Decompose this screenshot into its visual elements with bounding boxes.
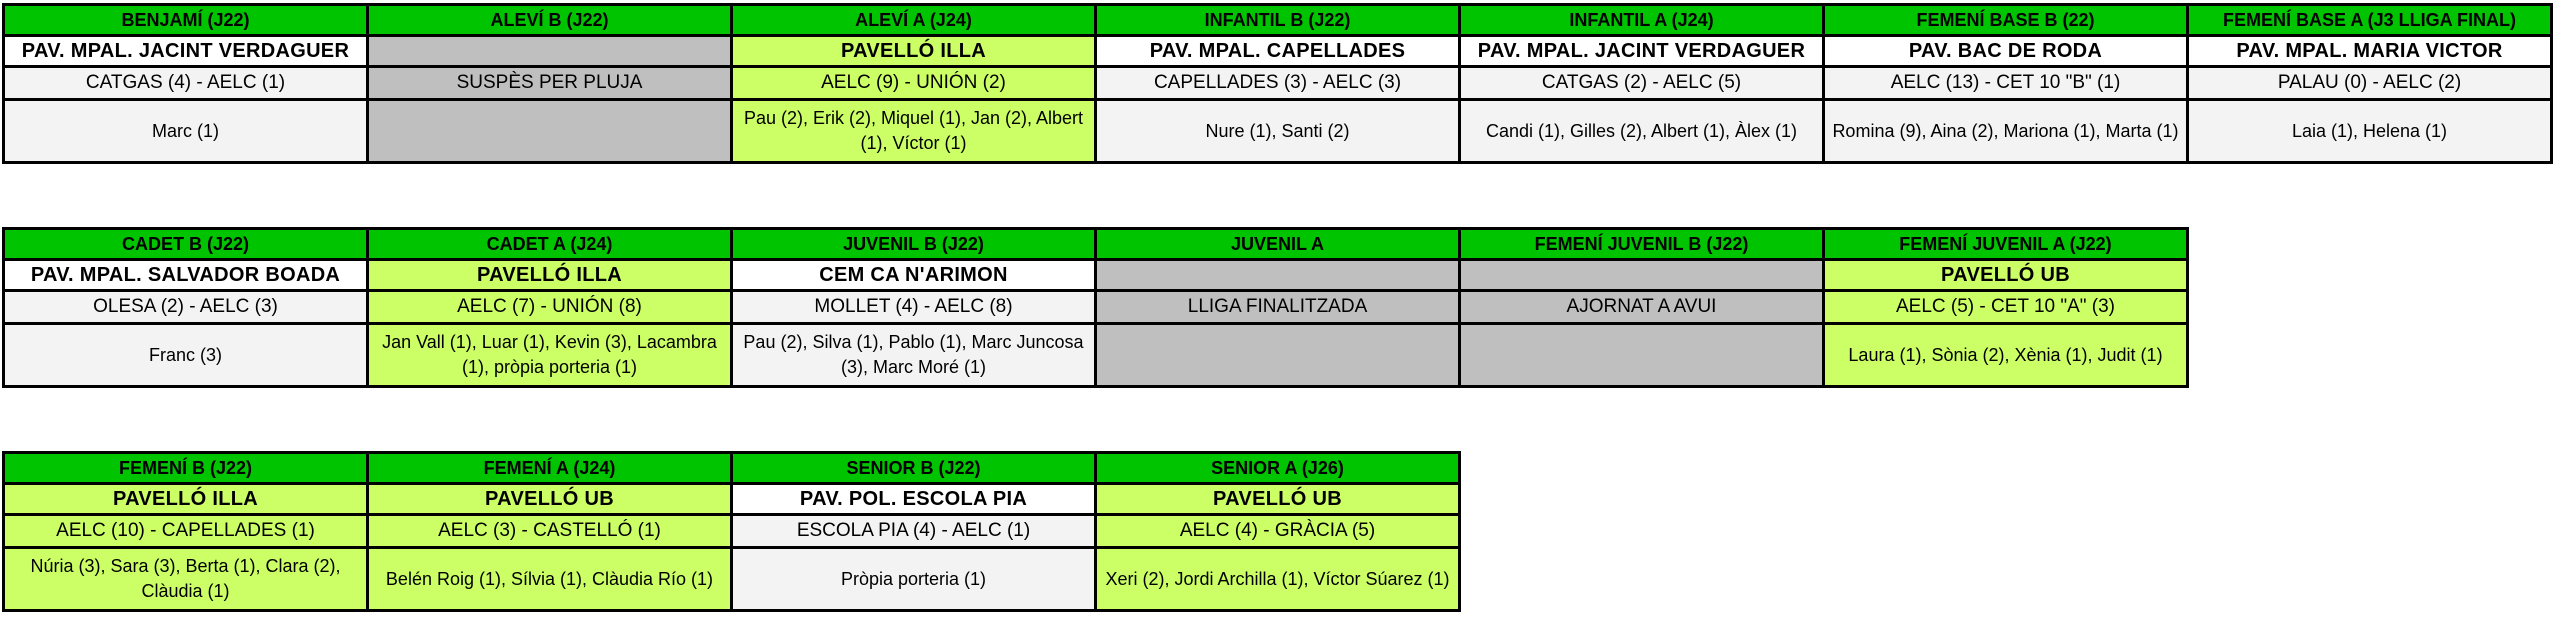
match-result: CAPELLADES (3) - AELC (3): [1097, 68, 1461, 101]
results-block-2: [2, 227, 2189, 388]
scorers-cell: Jan Vall (1), Luar (1), Kevin (3), Lacambra (1), pròpia porteria (1): [369, 325, 733, 388]
category-header: INFANTIL B (J22): [1097, 6, 1461, 37]
match-result: AELC (10) - CAPELLADES (1): [5, 516, 369, 549]
venue-cell: PAVELLÓ UB: [1097, 485, 1461, 516]
scorers-cell: Pau (2), Erik (2), Miquel (1), Jan (2), Albert (1), Víctor (1): [733, 101, 1097, 164]
scorers-cell: Pau (2), Silva (1), Pablo (1), Marc Juncosa (3), Marc Moré (1): [733, 325, 1097, 388]
category-header: FEMENÍ JUVENIL B (J22): [1461, 230, 1825, 261]
category-header: ALEVÍ B (J22): [369, 6, 733, 37]
venue-cell: PAV. BAC DE RODA: [1825, 37, 2189, 68]
match-result: AELC (9) - UNIÓN (2): [733, 68, 1097, 101]
match-result: AELC (3) - CASTELLÓ (1): [369, 516, 733, 549]
category-header: FEMENÍ JUVENIL A (J22): [1825, 230, 2189, 261]
venue-cell: PAVELLÓ UB: [1825, 261, 2189, 292]
scorers-cell: [369, 101, 733, 164]
match-result: LLIGA FINALITZADA: [1097, 292, 1461, 325]
scorers-cell: Nure (1), Santi (2): [1097, 101, 1461, 164]
scorers-cell: Marc (1): [5, 101, 369, 164]
match-result: AELC (5) - CET 10 "A" (3): [1825, 292, 2189, 325]
category-header: BENJAMÍ (J22): [5, 6, 369, 37]
category-header: SENIOR A (J26): [1097, 454, 1461, 485]
scorers-cell: [1097, 325, 1461, 388]
venue-cell: [369, 37, 733, 68]
category-header: SENIOR B (J22): [733, 454, 1097, 485]
match-result: MOLLET (4) - AELC (8): [733, 292, 1097, 325]
category-header: JUVENIL A: [1097, 230, 1461, 261]
venue-cell: CEM CA N'ARIMON: [733, 261, 1097, 292]
scorers-cell: Núria (3), Sara (3), Berta (1), Clara (2), Clàudia (1): [5, 549, 369, 612]
scorers-cell: Pròpia porteria (1): [733, 549, 1097, 612]
category-header: FEMENÍ BASE B (22): [1825, 6, 2189, 37]
venue-cell: [1461, 261, 1825, 292]
match-result: PALAU (0) - AELC (2): [2189, 68, 2553, 101]
results-block-1: [2, 3, 2553, 164]
match-result: AELC (7) - UNIÓN (8): [369, 292, 733, 325]
venue-cell: PAV. MPAL. JACINT VERDAGUER: [1461, 37, 1825, 68]
scorers-cell: [1461, 325, 1825, 388]
scorers-cell: Candi (1), Gilles (2), Albert (1), Àlex (1): [1461, 101, 1825, 164]
scorers-cell: Xeri (2), Jordi Archilla (1), Víctor Súarez (1): [1097, 549, 1461, 612]
category-header: CADET B (J22): [5, 230, 369, 261]
scorers-cell: Romina (9), Aina (2), Mariona (1), Marta (1): [1825, 101, 2189, 164]
category-header: FEMENÍ A (J24): [369, 454, 733, 485]
scorers-cell: Laia (1), Helena (1): [2189, 101, 2553, 164]
venue-cell: PAVELLÓ UB: [369, 485, 733, 516]
scorers-cell: Laura (1), Sònia (2), Xènia (1), Judit (1): [1825, 325, 2189, 388]
match-result: OLESA (2) - AELC (3): [5, 292, 369, 325]
venue-cell: [1097, 261, 1461, 292]
venue-cell: PAV. MPAL. CAPELLADES: [1097, 37, 1461, 68]
match-result: AELC (13) - CET 10 "B" (1): [1825, 68, 2189, 101]
category-header: FEMENÍ B (J22): [5, 454, 369, 485]
match-result: ESCOLA PIA (4) - AELC (1): [733, 516, 1097, 549]
match-result: CATGAS (2) - AELC (5): [1461, 68, 1825, 101]
match-result: AJORNAT A AVUI: [1461, 292, 1825, 325]
category-header: ALEVÍ A (J24): [733, 6, 1097, 37]
venue-cell: PAV. POL. ESCOLA PIA: [733, 485, 1097, 516]
category-header: JUVENIL B (J22): [733, 230, 1097, 261]
match-result: CATGAS (4) - AELC (1): [5, 68, 369, 101]
venue-cell: PAVELLÓ ILLA: [369, 261, 733, 292]
venue-cell: PAVELLÓ ILLA: [733, 37, 1097, 68]
match-result: AELC (4) - GRÀCIA (5): [1097, 516, 1461, 549]
results-block-3: [2, 451, 1461, 612]
category-header: FEMENÍ BASE A (J3 LLIGA FINAL): [2189, 6, 2553, 37]
match-result: SUSPÈS PER PLUJA: [369, 68, 733, 101]
scorers-cell: Franc (3): [5, 325, 369, 388]
venue-cell: PAV. MPAL. JACINT VERDAGUER: [5, 37, 369, 68]
category-header: INFANTIL A (J24): [1461, 6, 1825, 37]
venue-cell: PAV. MPAL. SALVADOR BOADA: [5, 261, 369, 292]
category-header: CADET A (J24): [369, 230, 733, 261]
scorers-cell: Belén Roig (1), Sílvia (1), Clàudia Río (1): [369, 549, 733, 612]
venue-cell: PAVELLÓ ILLA: [5, 485, 369, 516]
venue-cell: PAV. MPAL. MARIA VICTOR: [2189, 37, 2553, 68]
